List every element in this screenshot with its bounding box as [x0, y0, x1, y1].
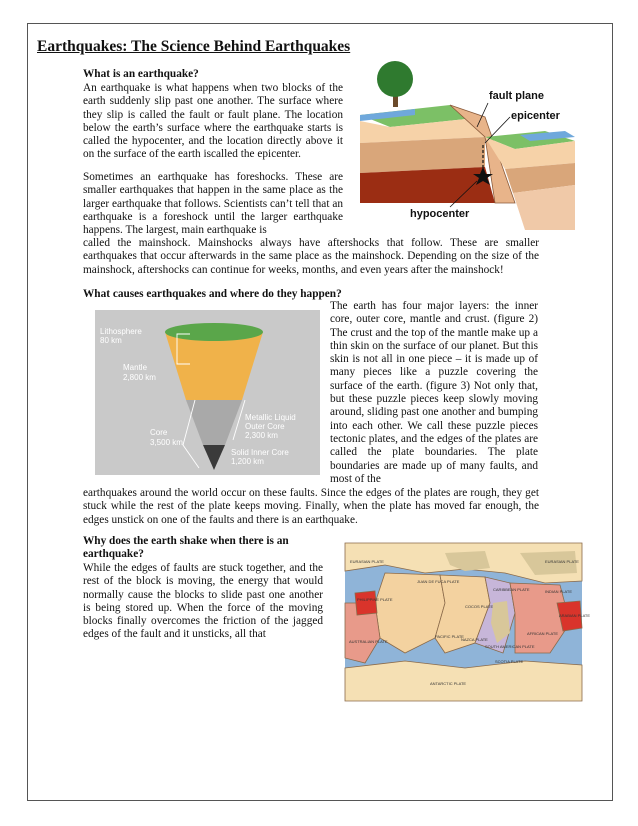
plate-label-philippine: PHILIPPINE PLATE [357, 597, 393, 602]
outer-core-depth: 2,300 km [245, 431, 278, 440]
outer-core-label-2: Outer Core [245, 422, 285, 431]
plate-label-pacific: PACIFIC PLATE [435, 634, 464, 639]
paragraph-mainshock: called the mainshock. Mainshocks always have aftershocks that follow. These are smaller earthquakes that occur afterwards in the same place as the mainshock. Depending on the size of the mainshock, aftershocks can continue for weeks, months, and even years after the mainshock! [83, 237, 539, 276]
section-heading-shake-2: earthquake? [83, 548, 144, 560]
section-heading-causes: What causes earthquakes and where do they happen? [83, 288, 342, 300]
lithosphere-depth: 80 km [100, 336, 122, 345]
tree-icon [377, 61, 413, 97]
plate-label-australian: AUSTRALIAN PLATE [349, 639, 388, 644]
plate-label-cocos: COCOS PLATE [465, 604, 494, 609]
mantle-label: Mantle [123, 363, 148, 372]
plate-label-south-american: SOUTH AMERICAN PLATE [485, 644, 535, 649]
section-heading-what-is: What is an earthquake? [83, 68, 199, 80]
plate-label-juan-de-fuca: JUAN DE FUCA PLATE [417, 579, 460, 584]
philippine-plate [355, 591, 377, 615]
earth-layers-figure [95, 310, 320, 475]
plate-label-eurasian-west: EURASIAN PLATE [350, 559, 384, 564]
plate-label-african: AFRICAN PLATE [527, 631, 559, 636]
plate-label-caribbean: CARIBBEAN PLATE [493, 587, 530, 592]
crust-layer [165, 323, 263, 341]
left-block-layer-3 [360, 167, 495, 203]
plate-label-indian: INDIAN PLATE [545, 589, 573, 594]
mantle-depth: 2,800 km [123, 373, 156, 382]
fault-diagram-figure [355, 55, 580, 235]
outer-core-label-1: Metallic Liquid [245, 413, 296, 422]
section-heading-shake-1: Why does the earth shake when there is an [83, 535, 289, 547]
paragraph-shake: While the edges of faults are stuck together, and the rest of the block is moving, the energy that would normally cause the blocks to slide past one another is being stored up. When the force of the moving blocks finally overcomes the friction of the jagged edges of the fault and it unsticks, all that [83, 562, 323, 641]
epicenter-label: epicenter [511, 110, 560, 122]
inner-core-label: Solid Inner Core [231, 448, 289, 457]
tectonic-plates-map [345, 543, 591, 701]
page-title: Earthquakes: The Science Behind Earthquakes [37, 38, 351, 55]
paragraph-foreshocks: Sometimes an earthquake has foreshocks. These are smaller earthquakes that happen in the same place as the larger earthquake that follows. Scientists can’t tell that an earthquake is a foreshock until the larger earthquake happens. The largest, main earthquake is [83, 171, 343, 237]
plate-label-antarctic: ANTARCTIC PLATE [430, 681, 467, 686]
plate-label-arabian: ARABIAN PLATE [559, 613, 591, 618]
plate-label-scotia: SCOTIA PLATE [495, 659, 524, 664]
core-label: Core [150, 428, 168, 437]
core-depth: 3,500 km [150, 438, 183, 447]
plate-label-nazca: NAZCA PLATE [461, 637, 488, 642]
fault-plane-label: fault plane [489, 90, 545, 102]
plate-label-eurasian-east: EURASIAN PLATE [545, 559, 579, 564]
paragraph-what-is: An earthquake is what happens when two blocks of the earth suddenly slip past one another. The surface where they slip is called the fault or fault plane. The location below the earth’s surface where the earthquake starts is called the hypocenter, and the location directly above it on the surface of the earth iscalled the epicenter. [83, 82, 343, 161]
lithosphere-label: Lithosphere [100, 327, 142, 336]
inner-core-depth: 1,200 km [231, 457, 264, 466]
left-block-layer-2 [360, 137, 485, 173]
paragraph-layers: The earth has four major layers: the inner core, outer core, mantle and crust. (figure 2) The crust and the top of the mantle make up a thin skin on the surface of our planet. But this skin is not all in one piece – it is made up of many pieces like a puzzle covering the surface of the earth. (figure 3) Not only that, but these puzzle pieces keep slowly moving around, sliding past one another and bumping into each other. We call these puzzle pieces tectonic plates, and the edges of the plates are called the plate boundaries. The plate boundaries are made up of many faults, and most of the [330, 300, 538, 485]
paragraph-faults: earthquakes around the world occur on these faults. Since the edges of the plates are rough, they get stuck while the rest of the plate keeps moving. Finally, when the plate has moved far enough, the edges unstick on one of the faults and there is an earthquake. [83, 487, 539, 526]
hypocenter-label: hypocenter [410, 208, 470, 220]
